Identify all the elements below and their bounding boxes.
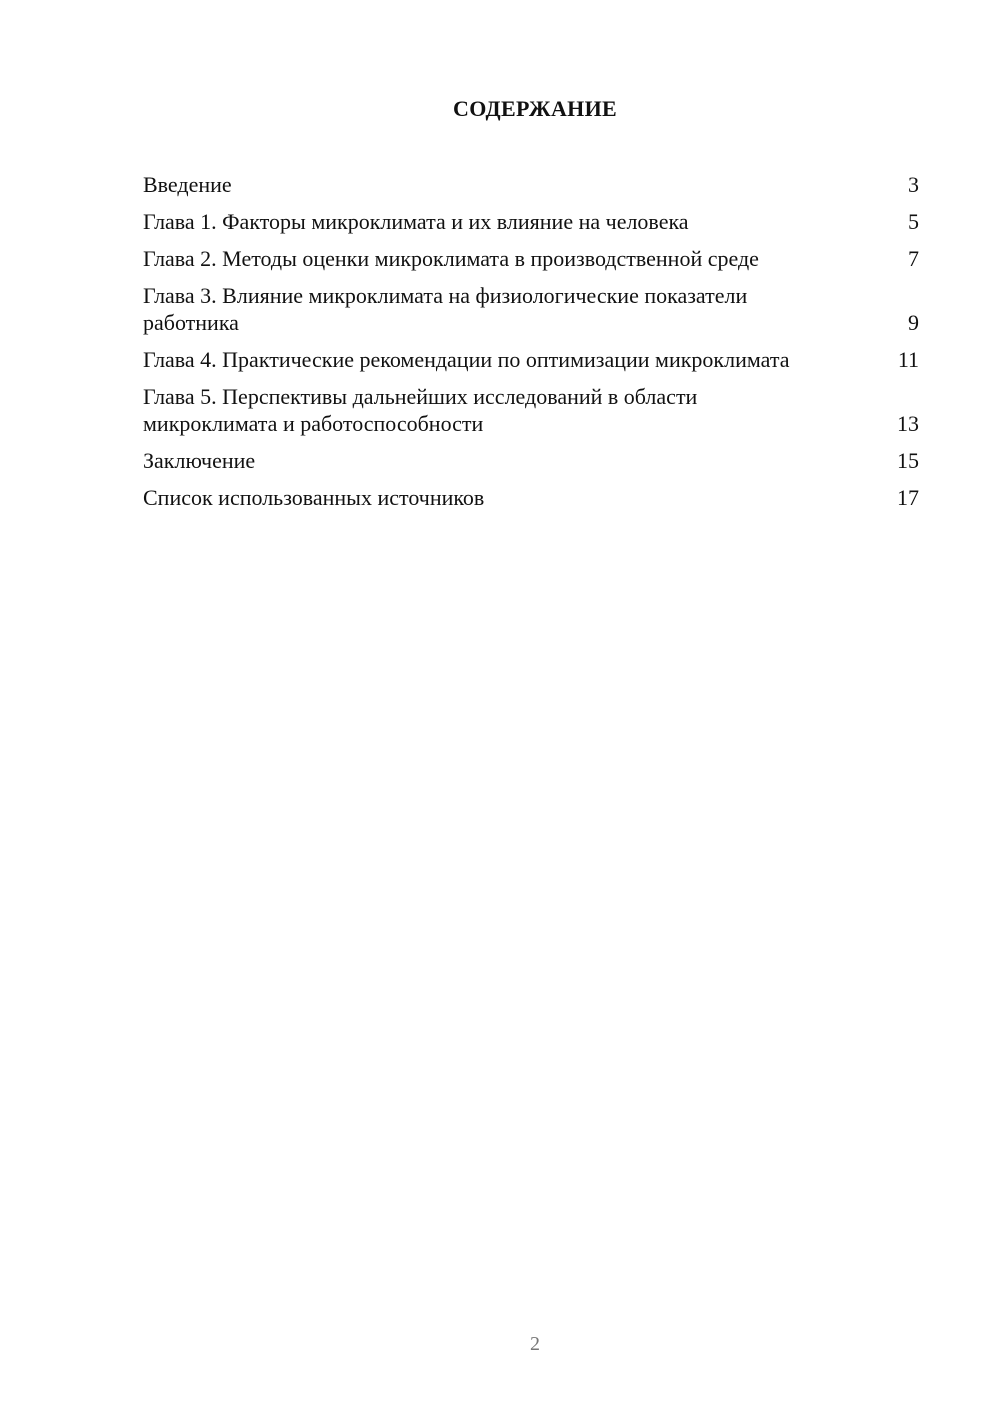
toc-entry-page: 5 — [908, 209, 919, 234]
toc-entry-page: 9 — [908, 310, 919, 335]
toc-entry-title: Введение — [143, 172, 232, 197]
toc-entry-page: 7 — [908, 246, 919, 271]
toc-entry-title: Заключение — [143, 448, 256, 473]
toc-entry-title: Глава 1. Факторы микроклимата и их влияние на человека — [143, 209, 689, 234]
toc-entry-title: Глава 2. Методы оценки микроклимата в производственной среде — [143, 246, 759, 271]
toc-entry-title: Глава 3. Влияние микроклимата на физиологические показатели работника — [143, 283, 748, 335]
toc-entry-chapter-5 — [143, 383, 919, 437]
page-title: СОДЕРЖАНИЕ — [453, 96, 617, 121]
page-number: 2 — [530, 1333, 540, 1355]
toc-entry-page: 11 — [897, 347, 919, 372]
toc-entry-page: 3 — [908, 172, 919, 197]
toc-entry-conclusion — [143, 447, 919, 474]
toc-entry-page: 13 — [897, 411, 919, 436]
toc-entry-page: 15 — [897, 448, 919, 473]
toc-entry-chapter-4 — [143, 346, 919, 373]
toc-entry-title: Глава 5. Перспективы дальнейших исследований в области микроклимата и работоспособности — [143, 384, 698, 436]
toc-entry-chapter-1 — [143, 208, 919, 235]
toc-entry-page: 17 — [897, 485, 919, 510]
toc-entry-chapter-2 — [143, 245, 919, 272]
toc-entry-title: Глава 4. Практические рекомендации по оптимизации микроклимата — [143, 347, 790, 372]
table-of-contents — [143, 171, 919, 521]
toc-entry-title: Список использованных источников — [143, 485, 485, 510]
toc-entry-references — [143, 484, 919, 511]
toc-entry-chapter-3 — [143, 282, 919, 336]
toc-entry-introduction — [143, 171, 919, 198]
